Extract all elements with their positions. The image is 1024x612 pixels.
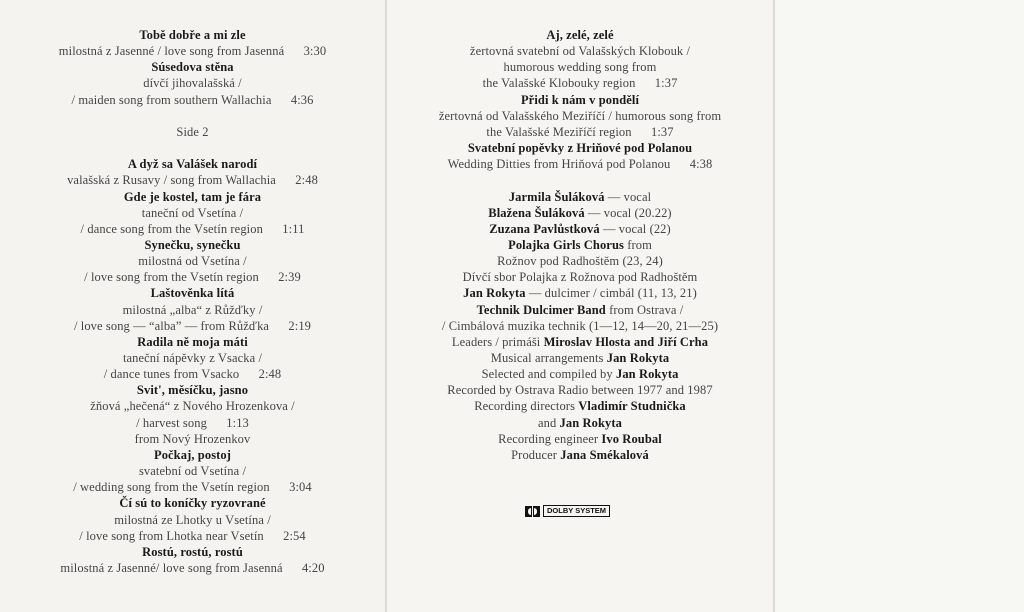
track-title: Přidi k nám v pondělí <box>520 92 640 107</box>
track-title: Radila ně moja máti <box>137 334 248 349</box>
middle-panel <box>387 0 773 612</box>
text-line: Technik Dulcimer Band from Ostrava / <box>476 302 684 317</box>
text-line: / dance song from the Vsetín region 1:11 <box>80 221 305 236</box>
text-line: the Valašské Klobouky region 1:37 <box>482 76 678 91</box>
text-line: svatební od Vsetína / <box>138 464 247 479</box>
track-title: Synečku, synečku <box>144 237 241 252</box>
text-line: Jarmila Šuláková — vocal <box>508 189 652 204</box>
track-title: Svit', měsíčku, jasno <box>136 383 249 398</box>
track-title: Súsedova stěna <box>151 60 234 75</box>
track-title: Rostú, rostú, rostú <box>142 544 243 559</box>
double-d-icon <box>525 506 540 517</box>
track-title: A dyž sa Valášek narodí <box>127 157 258 172</box>
track-title: Čí sú to koníčky ryzovrané <box>119 496 266 511</box>
text-line: Leaders / primáši Miroslav Hlosta and Jiří Crha <box>451 334 709 349</box>
text-line: Recorded by Ostrava Radio between 1977 and 1987 <box>447 383 713 398</box>
text-line: Side 2 <box>176 124 209 139</box>
text-line: milostná „alba“ z Růžďky / <box>122 302 263 317</box>
text-line: Recording directors Vladimír Studnička <box>474 399 686 414</box>
track-title: Počkaj, postoj <box>153 447 232 462</box>
text-line: milostná ze Lhotky u Vsetína / <box>114 512 271 527</box>
text-line: / love song — “alba” — from Růžďka 2:19 <box>73 318 312 333</box>
right-panel <box>775 0 1024 612</box>
text-line: žertovná od Valašského Meziříčí / humorous song from <box>438 108 722 123</box>
text-line: Jan Rokyta — dulcimer / cimbál (11, 13, 21) <box>463 286 697 301</box>
text-line: / harvest song 1:13 <box>136 415 249 430</box>
text-line: / Cimbálová muzika technik (1—12, 14—20, 21—25) <box>441 318 719 333</box>
text-line: Rožnov pod Radhoštěm (23, 24) <box>497 254 663 269</box>
text-line: and Jan Rokyta <box>537 415 623 430</box>
track-title: Gde je kostel, tam je fára <box>123 189 262 204</box>
track-title: Tobě dobře a mi zle <box>139 28 246 42</box>
text-line: / dance tunes from Vsacko 2:48 <box>103 367 282 382</box>
text-line: dívčí jihovalašská / <box>143 76 242 91</box>
text-line: Recording engineer Ivo Roubal <box>498 431 662 446</box>
left-panel <box>0 0 385 612</box>
text-line: / love song from the Vsetín region 2:39 <box>84 270 301 285</box>
text-line: taneční od Vsetína / <box>141 205 244 220</box>
text-line: Selected and compiled by Jan Rokyta <box>481 367 679 382</box>
text-line: žertovná svatební od Valašských Klobouk / <box>469 44 691 59</box>
text-line: milostná od Vsetína / <box>138 254 247 269</box>
text-line: Dívčí sbor Polajka z Rožnova pod Radhoštěm <box>462 270 698 285</box>
text-line: the Valašské Meziříčí region 1:37 <box>486 124 674 139</box>
text-line: žňová „hečená“ z Nového Hrozenkova / <box>90 399 295 414</box>
text-line: Producer Jana Smékalová <box>511 447 649 462</box>
dolby-logo <box>525 505 610 517</box>
text-line: Polajka Girls Chorus from <box>508 237 652 252</box>
text-line: / wedding song from the Vsetín region 3:04 <box>73 480 312 495</box>
track-title: Aj, zelé, zelé <box>546 28 614 42</box>
track-title: Svatební popěvky z Hriňové pod Polanou <box>467 141 693 156</box>
text-line: valašská z Rusavy / song from Wallachia 2:48 <box>67 173 318 188</box>
text-line: / love song from Lhotka near Vsetín 2:54 <box>79 528 306 543</box>
text-line: milostná z Jasenné/ love song from Jasenná 4:20 <box>60 560 325 575</box>
text-line: Blažena Šuláková — vocal (20.22) <box>488 205 672 220</box>
text-line: Wedding Ditties from Hriňová pod Polanou 4:38 <box>447 157 713 172</box>
text-line: Musical arrangements Jan Rokyta <box>490 351 670 365</box>
text-line: taneční nápěvky z Vsacka / <box>122 351 263 365</box>
text-line: / maiden song from southern Wallachia 4:36 <box>71 92 314 107</box>
track-title: Laštověnka lítá <box>150 286 235 301</box>
text-line: milostná z Jasenné / love song from Jasenná 3:30 <box>58 44 327 59</box>
dolby-label: DOLBY SYSTEM <box>543 505 610 517</box>
text-line: Zuzana Pavlůstková — vocal (22) <box>489 221 671 236</box>
text-line: humorous wedding song from <box>503 60 657 75</box>
text-line: from Nový Hrozenkov <box>134 431 251 446</box>
